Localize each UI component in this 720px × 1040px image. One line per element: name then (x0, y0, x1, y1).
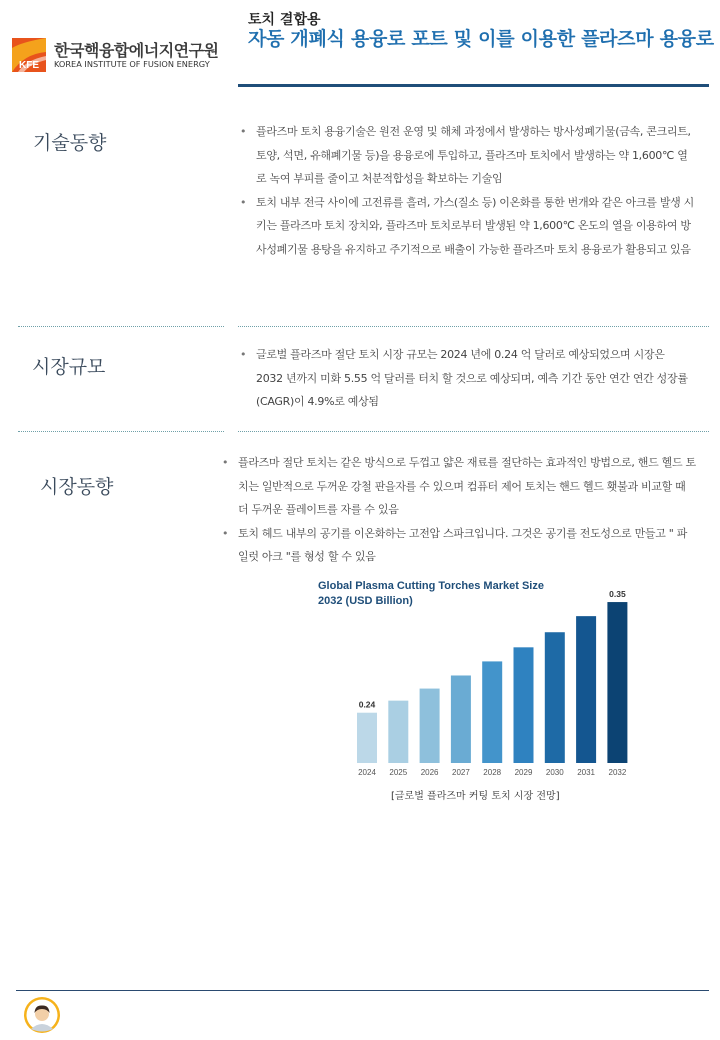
page-title: 자동 개폐식 용융로 포트 및 이를 이용한 플라즈마 용융로 (248, 28, 714, 50)
market-trend-bullet-2: • 토치 헤드 내부의 공기를 이온화하는 고전압 스파크입니다. 그것은 공기를 전도성으로 만들고 " 파일럿 아크 "를 형성 할 수 있음 (220, 522, 696, 569)
market-size-bullet-list (238, 343, 694, 414)
org-name-korean: 한국핵융합에너지연구원 (54, 41, 219, 60)
chart-data-label: 0.24 (358, 699, 376, 710)
chart-bar-2030 (545, 632, 565, 763)
chart-title: Global Plasma Cutting Torches Market Size (318, 580, 544, 592)
person-avatar-icon (23, 996, 61, 1034)
chart-bar-2031 (576, 616, 596, 763)
header-divider (238, 84, 709, 87)
chart-tick-label: 2030 (545, 768, 564, 777)
kfe-logo (12, 38, 232, 72)
chart-tick-label: 2025 (389, 768, 408, 777)
market-size-bullet-1: • 글로벌 플라즈마 절단 토치 시장 규모는 2024 년에 0.24 억 달러로 예상되었으며 시장은 2032 년까지 미화 5.55 억 달러를 터치 할 것으로 예상되며, 예측 기간 동안 연간 연간 성장률 (CAGR)이 4.9%로 예상됨 (238, 343, 694, 414)
chart-tick-label: 2027 (452, 768, 470, 777)
org-name-english: KOREA INSTITUTE OF FUSION ENERGY (54, 59, 210, 69)
tech-bullet-1: • 플라즈마 토치 용융기술은 원전 운영 및 해체 과정에서 발생하는 방사성폐기물(금속, 콘크리트,토양, 석면, 유해폐기물 등)을 용융로에 투입하고, 플라즈마 토치에서 발생하는 약 1,600℃ 열로 녹여 부피를 줄이고 처분적합성을 확보하는 기술임 (238, 120, 694, 191)
market-trend-bullet-1: • 플라즈마 절단 토치는 같은 방식으로 두껍고 얇은 재료를 절단하는 효과적인 방법으로, 핸드 헬드 토치는 일반적으로 두꺼운 강철 판을자를 수 있으며 컴퓨터 제어 토치는 핸드 헬드 횃불과 비교할 때 더 두꺼운 플레이트를 자를 수 있음 (220, 451, 696, 522)
tech-bullet-2: • 토치 내부 전극 사이에 고전류를 흘려, 가스(질소 등) 이온화를 통한 번개와 같은 아크를 발생 시키는 플라즈마 토치 장치와, 플라즈마 토치로부터 발생된 약 1,600℃ 온도의 열을 이용하여 방사성폐기물 용탕을 유지하고 주기적으로 배출이 가능한 플라즈마 토치 용융로가 활용되고 있음 (238, 191, 694, 262)
market-size-bar-chart (310, 574, 640, 786)
section-divider (238, 431, 709, 432)
section-label-market-size: 시장규모 (32, 356, 106, 378)
chart-tick-label: 2029 (514, 768, 533, 777)
chart-bar-2028 (482, 661, 502, 763)
tech-bullet-list (238, 120, 694, 261)
section-divider (238, 326, 709, 327)
section-label-market-trend: 시장동향 (40, 476, 114, 498)
chart-bar-2025 (388, 701, 408, 763)
category-label: 토치 결합용 (248, 12, 321, 28)
chart-tick-label: 2028 (483, 768, 502, 777)
chart-tick-label: 2032 (608, 768, 627, 777)
chart-caption: [글로벌 플라즈마 커팅 토치 시장 전망] (391, 791, 560, 802)
chart-tick-label: 2026 (420, 768, 439, 777)
market-trend-bullet-list (220, 451, 696, 569)
chart-data-label: 0.35 (609, 589, 626, 600)
chart-bar-2029 (514, 647, 534, 763)
chart-bar-2026 (420, 689, 440, 763)
footer-divider (16, 990, 709, 991)
chart-bar-2024 (357, 713, 377, 763)
section-divider (18, 431, 224, 432)
chart-bar-2032 (607, 602, 627, 763)
section-divider (18, 326, 224, 327)
chart-bar-2027 (451, 675, 471, 763)
kfe-logo-icon (12, 38, 46, 72)
section-label-tech: 기술동향 (33, 132, 107, 154)
chart-subtitle: 2032 (USD Billion) (318, 595, 413, 607)
chart-tick-label: 2024 (358, 768, 376, 777)
chart-tick-label: 2031 (577, 768, 595, 777)
logo-text: KFE (19, 60, 39, 71)
